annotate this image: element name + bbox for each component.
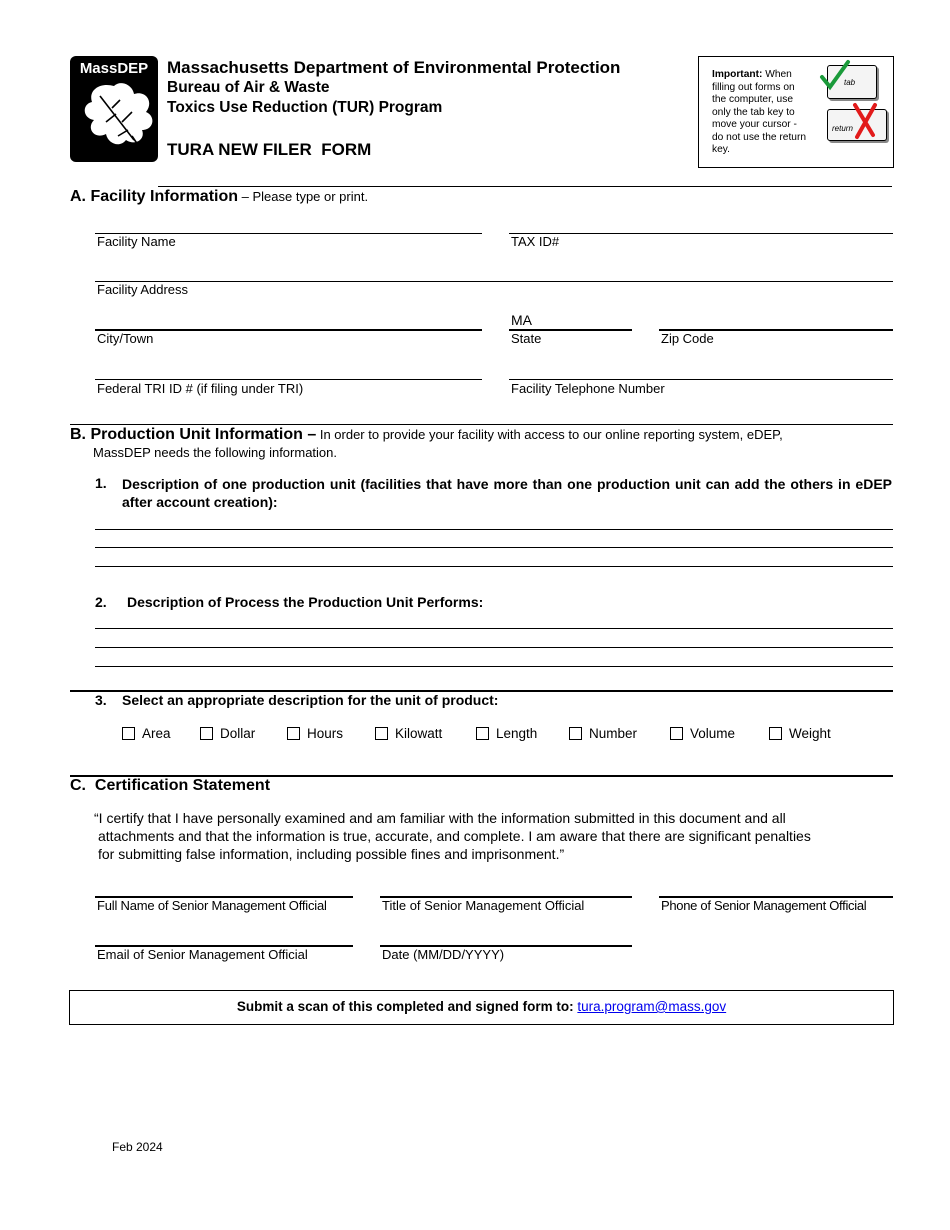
checkbox-weight[interactable]: [769, 726, 831, 741]
bureau-name: Bureau of Air & Waste: [167, 79, 330, 96]
checkbox-box[interactable]: [670, 727, 683, 740]
checkbox-hours[interactable]: [287, 726, 343, 741]
statement-line-2: attachments and that the information is true, accurate, and complete. I am aware that there are significant penalties: [98, 828, 811, 844]
checkbox-box[interactable]: [287, 727, 300, 740]
oak-leaf-icon: [70, 56, 158, 162]
q2-answer-line-1[interactable]: [95, 628, 893, 629]
q1-answer-line-3[interactable]: [95, 566, 893, 567]
checkbox-label: Kilowatt: [395, 726, 443, 741]
submit-box: [69, 990, 894, 1025]
checkbox-label: Hours: [307, 726, 344, 741]
submit-email-link[interactable]: tura.program@mass.gov: [577, 999, 727, 1014]
section-b-note-2: MassDEP needs the following information.: [93, 445, 337, 460]
certification-statement: [94, 809, 894, 863]
section-b-note: In order to provide your facility with access to our online reporting system, eDEP,: [316, 427, 783, 442]
checkbox-length[interactable]: [476, 726, 537, 741]
statement-line-3: for submitting false information, including possible fines and imprisonment.”: [98, 846, 565, 862]
full-name-label: Full Name of Senior Management Official: [97, 898, 327, 913]
checkbox-box[interactable]: [476, 727, 489, 740]
checkbox-box[interactable]: [375, 727, 388, 740]
important-box: [698, 56, 894, 168]
checkbox-box[interactable]: [122, 727, 135, 740]
q3-text: Select an appropriate description for the unit of product:: [122, 692, 499, 708]
q1-answer-line-2[interactable]: [95, 547, 893, 548]
date-label: Date (MM/DD/YYYY): [382, 947, 505, 962]
cross-icon: [849, 101, 881, 141]
section-b-divider: [70, 424, 893, 425]
important-label: Important:: [712, 69, 763, 80]
checkbox-dollar[interactable]: [200, 726, 255, 741]
zip-label: Zip Code: [661, 331, 714, 346]
tax-id-label: TAX ID#: [511, 234, 560, 249]
checkbox-box[interactable]: [769, 727, 782, 740]
checkbox-kilowatt[interactable]: [375, 726, 442, 741]
header-divider: [158, 186, 892, 187]
checkbox-label: Volume: [690, 726, 736, 741]
checkbox-area[interactable]: [122, 726, 171, 741]
checkbox-box[interactable]: [569, 727, 582, 740]
section-b-heading: [70, 426, 783, 444]
tri-id-label: Federal TRI ID # (if filing under TRI): [97, 381, 304, 396]
checkbox-label: Area: [142, 726, 171, 741]
facility-address-label: Facility Address: [97, 282, 189, 297]
q2-text: Description of Process the Production Unit Performs:: [127, 594, 484, 610]
return-key-label: return: [832, 124, 853, 133]
section-a-title: A. Facility Information: [70, 188, 239, 205]
checkbox-label: Number: [589, 726, 638, 741]
section-b-title: B. Production Unit Information –: [70, 426, 317, 443]
official-email-label: Email of Senior Management Official: [97, 947, 308, 962]
checkbox-number[interactable]: [569, 726, 637, 741]
facility-phone-label: Facility Telephone Number: [511, 381, 665, 396]
important-text: When filling out forms on the computer, use only the tab key to move your cursor - do not use the return key.: [712, 69, 807, 155]
footer-date: Feb 2024: [112, 1140, 163, 1154]
form-title: TURA NEW FILER FORM: [167, 140, 372, 159]
important-note: [712, 69, 808, 157]
checkbox-label: Length: [496, 726, 538, 741]
submit-text: Submit a scan of this completed and signed form to:: [236, 999, 578, 1014]
state-value[interactable]: MA: [511, 312, 532, 328]
q2-number: 2.: [95, 594, 107, 610]
state-label: State: [511, 331, 542, 346]
q1-number: 1.: [95, 475, 107, 491]
checkbox-box[interactable]: [200, 727, 213, 740]
agency-name: Massachusetts Department of Environmental Protection: [167, 58, 621, 77]
section-a-heading: [70, 188, 368, 206]
program-name: Toxics Use Reduction (TUR) Program: [167, 99, 443, 116]
tab-key-label: tab: [844, 78, 856, 87]
q3-number: 3.: [95, 692, 107, 708]
checkbox-volume[interactable]: [670, 726, 735, 741]
q1-text: Description of one production unit (facilities that have more than one production unit can add the others in eDEP after account creation):: [122, 476, 892, 510]
facility-phone-field[interactable]: [509, 379, 893, 380]
official-title-label: Title of Senior Management Official: [382, 898, 585, 913]
checkmark-icon: [819, 59, 851, 91]
q1-answer-line-1[interactable]: [95, 529, 893, 530]
logo-text: MassDEP: [79, 60, 149, 77]
massdep-logo: [70, 56, 158, 162]
q2-answer-line-2[interactable]: [95, 647, 893, 648]
facility-address-field[interactable]: [95, 281, 893, 282]
facility-name-label: Facility Name: [97, 234, 176, 249]
tri-id-field[interactable]: [95, 379, 482, 380]
city-label: City/Town: [97, 331, 154, 346]
section-a-note: – Please type or print.: [238, 189, 369, 204]
official-phone-label: Phone of Senior Management Official: [661, 898, 867, 913]
q2-answer-line-3[interactable]: [95, 666, 893, 667]
checkbox-label: Weight: [789, 726, 831, 741]
statement-line-1: “I certify that I have personally examined and am familiar with the information submitted in this document and all: [94, 810, 786, 826]
tax-id-field[interactable]: [509, 233, 893, 234]
checkbox-label: Dollar: [220, 726, 256, 741]
section-c-title: C. Certification Statement: [70, 777, 271, 794]
